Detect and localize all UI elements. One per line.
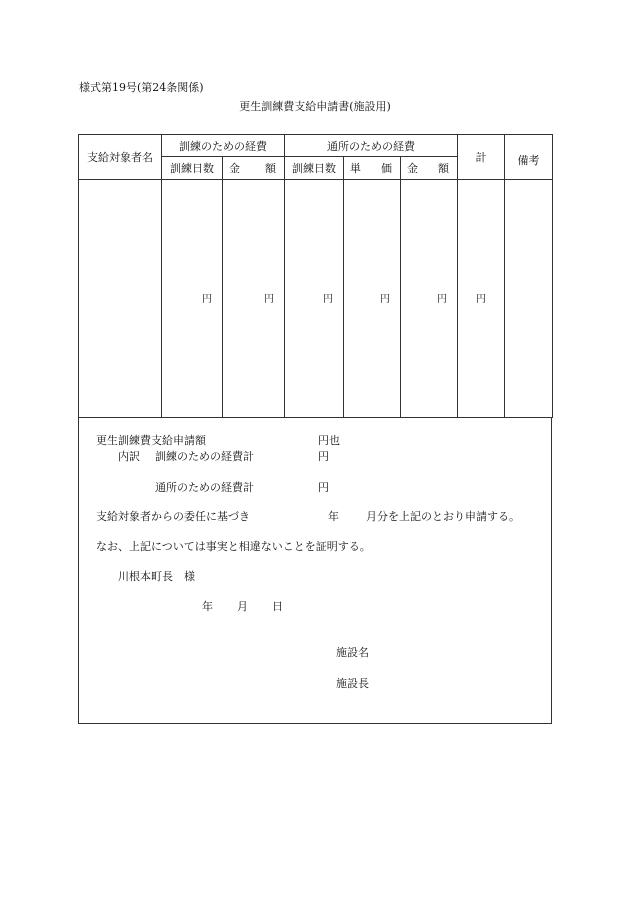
facility-head-label: 施設長 <box>336 677 369 690</box>
form-number: 様式第19号(第24条関係) <box>79 81 204 94</box>
facility-name-label: 施設名 <box>336 646 369 659</box>
training-days-header: 訓練日数 <box>162 157 223 180</box>
commute-days-cell[interactable]: 円 <box>285 180 344 418</box>
unit-price-cell[interactable]: 円 <box>344 180 401 418</box>
addressee: 川根本町長 様 <box>118 570 195 583</box>
delegation-text: 支給対象者からの委任に基づき <box>96 510 250 523</box>
application-amount-label: 更生訓練費支給申請額 <box>96 434 206 447</box>
training-amount-header: 金 額 <box>223 157 285 180</box>
commute-total-label: 通所のための経費計 <box>155 481 254 494</box>
commute-total-unit: 円 <box>318 481 329 494</box>
commute-amount-header: 金 額 <box>401 157 458 180</box>
date-year-label: 年 <box>202 600 213 613</box>
month-clause: 月分を上記のとおり申請する。 <box>366 510 520 523</box>
recipient-name-header: 支給対象者名 <box>79 135 162 180</box>
document-title: 更生訓練費支給申請書(施設用) <box>239 100 391 113</box>
training-total-label: 訓練のための経費計 <box>155 450 254 463</box>
training-days-cell[interactable]: 円 <box>162 180 223 418</box>
total-header: 計 <box>458 135 505 180</box>
total-cell[interactable]: 円 <box>458 180 505 418</box>
unit-price-header: 単 価 <box>344 157 401 180</box>
date-day-label: 日 <box>272 600 283 613</box>
remarks-cell[interactable] <box>505 180 553 418</box>
training-amount-cell[interactable]: 円 <box>223 180 285 418</box>
training-expense-header: 訓練のための経費 <box>162 135 285 157</box>
remarks-header: 備考 <box>505 135 553 180</box>
date-month-label: 月 <box>237 600 248 613</box>
expense-table <box>78 134 553 418</box>
breakdown-label: 内訳 <box>118 450 140 463</box>
commute-amount-cell[interactable]: 円 <box>401 180 458 418</box>
commute-expense-header: 通所のための経費 <box>285 135 458 157</box>
certification-text: なお、上記については事実と相違ないことを証明する。 <box>96 540 371 553</box>
target-year-label: 年 <box>328 510 339 523</box>
application-amount-unit: 円也 <box>318 434 340 447</box>
commute-days-header: 訓練日数 <box>285 157 344 180</box>
training-total-unit: 円 <box>318 450 329 463</box>
recipient-name-cell[interactable] <box>79 180 162 418</box>
